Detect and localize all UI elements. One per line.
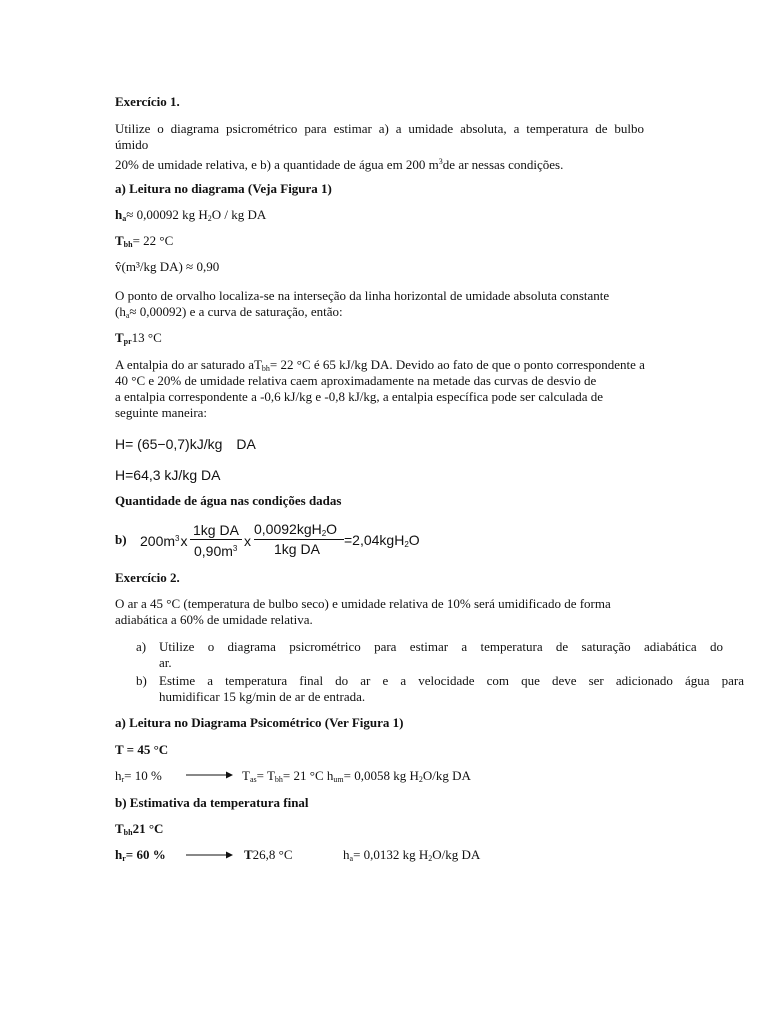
ex1-specific-volume-line: v̂(m³/kg DA) ≈ 0,90 — [115, 259, 220, 274]
ex1-enthalpy-line-4: seguinte maneira: — [115, 405, 208, 420]
ex1-intro-line-3: 20% de umidade relativa, e b) a quantidade de água em 200 $m^3de$ ar nessas condições. — [115, 157, 564, 172]
ex1-enthalpy-line-3: a entalpia correspondente a -0,6 kJ/kg e -0,8 kJ/kg, a entalpia específica pode ser calculada de — [115, 389, 604, 404]
ex2-item-b-label: b) — [136, 673, 147, 688]
ex2-ha-line: $h_a= 0,0132$ kg $H_2O/kg$ DA — [343, 847, 481, 863]
ex2-intro-line-1: O ar a 45 °C (temperatura de bulbo seco) e umidade relativa de 10% será umidificado de forma — [115, 596, 611, 611]
ex1-equation-2: H=64,3 kJ/kg DA — [115, 467, 221, 483]
ex1-quantity-heading: Quantidade de água nas condições dadas — [115, 493, 342, 508]
ex1-b-times-2: x — [244, 533, 251, 549]
ex1-b-result: =2,04kgH$_2$O — [344, 532, 420, 549]
ex1-intro-line-2: úmido — [115, 137, 149, 152]
ex1-tbh-line: $T_{bh}= 22$ °C — [115, 233, 174, 249]
ex2-b-heading: b) Estimativa da temperatura final — [115, 795, 309, 810]
ex2-tas-line: $T_{as}= T_{bh}= 21$ °C $h_{um}= 0,0058$ kg $H_2O/kg$ DA — [242, 768, 471, 784]
ex1-b-frac1-bar — [190, 539, 242, 540]
ex2-tbh21-line: $T_{bh}21$ °C — [115, 821, 164, 837]
ex1-dew-point-line-1: O ponto de orvalho localiza-se na interseção da linha horizontal de umidade absoluta constante — [115, 288, 610, 303]
ex1-b-frac1-numerator: 1kg DA — [193, 522, 239, 538]
ex1-enthalpy-line-2: 40 °C e 20% de umidade relativa caem aproximadamente na metade das curvas de desvio de — [115, 373, 597, 388]
ex2-hr60-line: $h_r= 60$ % — [115, 847, 166, 863]
ex2-hr10-line: $h_r= 10$ % — [115, 768, 162, 784]
ex2-item-b-line-1: Estime a temperatura final do ar e a velocidade com que deve ser adicionado água para — [159, 673, 744, 688]
ex1-tpr-line: $T_{pr}13$ °C — [115, 330, 162, 346]
ex2-item-a-line-2: ar. — [159, 655, 172, 670]
ex1-b-frac2-bar — [254, 539, 344, 540]
ex2-item-a-label: a) — [136, 639, 147, 654]
ex1-dew-point-line-2: $(h_a\approx 0,00092)$ e a curva de saturação, então: — [115, 304, 343, 320]
ex2-item-b-line-2: humidificar 15 kg/min de ar de entrada. — [159, 689, 366, 704]
ex1-enthalpy-line-1: A entalpia do ar saturado $aT_{bh}= 22$ °C é 65 kJ/kg DA. Devido ao fato de que o ponto correspondente a — [115, 357, 645, 373]
ex1-b-frac1-denominator: $0,90m^3$ — [194, 543, 238, 559]
ex1-b-frac2-denominator: 1kg DA — [274, 541, 320, 557]
ex2-arrow-1-icon — [186, 769, 234, 781]
ex1-a-heading: a) Leitura no diagrama (Veja Figura 1) — [115, 181, 332, 196]
ex2-a-heading: a) Leitura no Diagrama Psicométrico (Ver Figura 1) — [115, 715, 404, 730]
ex1-intro-line-1: Utilize o diagrama psicrométrico para estimar a) a umidade absoluta, a temperatura de bulbo — [115, 121, 644, 136]
ex2-t-line: T = 45 °C — [115, 742, 169, 757]
ex1-ha-line: $h_a\approx 0,00092$ kg $H_2O$ / kg DA — [115, 207, 267, 223]
ex2-arrow-2-icon — [186, 849, 234, 861]
ex2-t268-line: T26,8 °C — [244, 847, 293, 862]
exercise-2-title: Exercício 2. — [115, 570, 180, 585]
ex1-b-label: b) — [115, 532, 127, 547]
exercise-1-title: Exercício 1. — [115, 94, 180, 109]
ex2-intro-line-2: adiabática a 60% de umidade relativa. — [115, 612, 313, 627]
ex1-equation-1: H= (65−0,7)kJ/kg DA — [115, 436, 256, 452]
ex1-b-volume: $200m^3x$ — [140, 533, 188, 549]
ex1-b-frac2-numerator: 0,0092kgH$_2$O — [254, 521, 338, 538]
ex2-item-a-line-1: Utilize o diagrama psicrométrico para estimar a temperatura de saturação adiabática do — [159, 639, 723, 654]
